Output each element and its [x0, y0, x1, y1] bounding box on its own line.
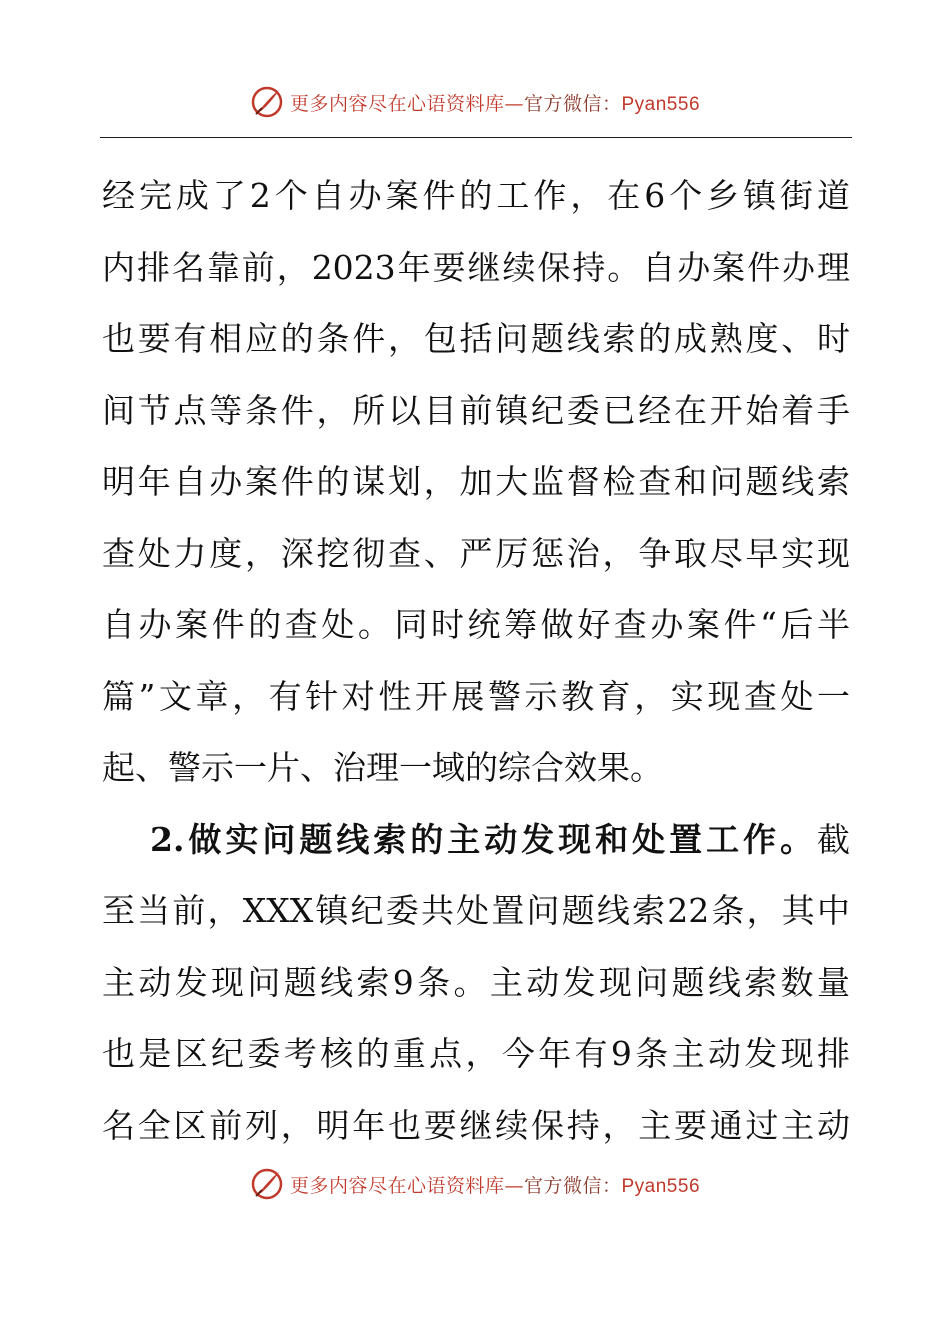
footer-banner-text [290, 1171, 700, 1198]
footer-banner-site: 更多内容尽在心语资料库 [289, 1174, 505, 1197]
header-banner-inner [250, 85, 700, 119]
body-line-5: 明年自办案件的谋划，加大监督检查和问题线索 [102, 462, 850, 501]
body-line-11: 主动发现问题线索9条。主动发现问题线索数量 [102, 962, 850, 1002]
body-line-1: 经完成了2个自办案件的工作，在6个乡镇街道 [102, 176, 850, 215]
footer-banner [0, 1164, 950, 1204]
header-banner [0, 82, 950, 122]
header-banner-wechat-id: Pyan556 [621, 93, 701, 115]
header-banner-dash: — [504, 92, 524, 115]
quill-logo-icon [250, 85, 284, 119]
header-divider [100, 137, 852, 138]
header-banner-text [290, 89, 700, 116]
section-heading-continuation: 截 [817, 819, 850, 859]
body-line-6: 查处力度，深挖彻查、严厉惩治，争取尽早实现 [102, 533, 850, 573]
body-line-13: 名全区前列，明年也要继续保持，主要通过主动 [102, 1105, 850, 1145]
body-line-12: 也是区纪委考核的重点，今年有9条主动发现排 [102, 1034, 850, 1073]
section-heading: 2.做实问题线索的主动发现和处置工作。 [150, 819, 817, 859]
header-banner-wechat-label: 官方微信： [523, 92, 622, 115]
footer-banner-wechat-id: Pyan556 [621, 1175, 701, 1197]
body-line-2: 内排名靠前，2023年要继续保持。自办案件办理 [102, 247, 850, 287]
body-line-4: 间节点等条件，所以目前镇纪委已经在开始着手 [102, 390, 850, 430]
body-line-8: 篇”文章，有针对性开展警示教育，实现查处一 [102, 676, 850, 716]
quill-logo-icon [250, 1167, 284, 1201]
body-line-3: 也要有相应的条件，包括问题线索的成熟度、时 [102, 319, 850, 358]
section-heading-line [102, 804, 850, 876]
body-line-9: 起、警示一片、治理一域的综合效果。 [102, 748, 663, 787]
document-body [102, 160, 850, 1161]
footer-banner-inner [250, 1167, 700, 1201]
footer-banner-wechat-label: 官方微信： [523, 1174, 622, 1197]
body-line-10: 至当前，XXX镇纪委共处置问题线索22条，其中 [102, 891, 850, 930]
footer-banner-dash: — [504, 1174, 524, 1197]
header-banner-site: 更多内容尽在心语资料库 [289, 92, 505, 115]
body-line-7: 自办案件的查处。同时统筹做好查办案件“后半 [102, 605, 850, 644]
